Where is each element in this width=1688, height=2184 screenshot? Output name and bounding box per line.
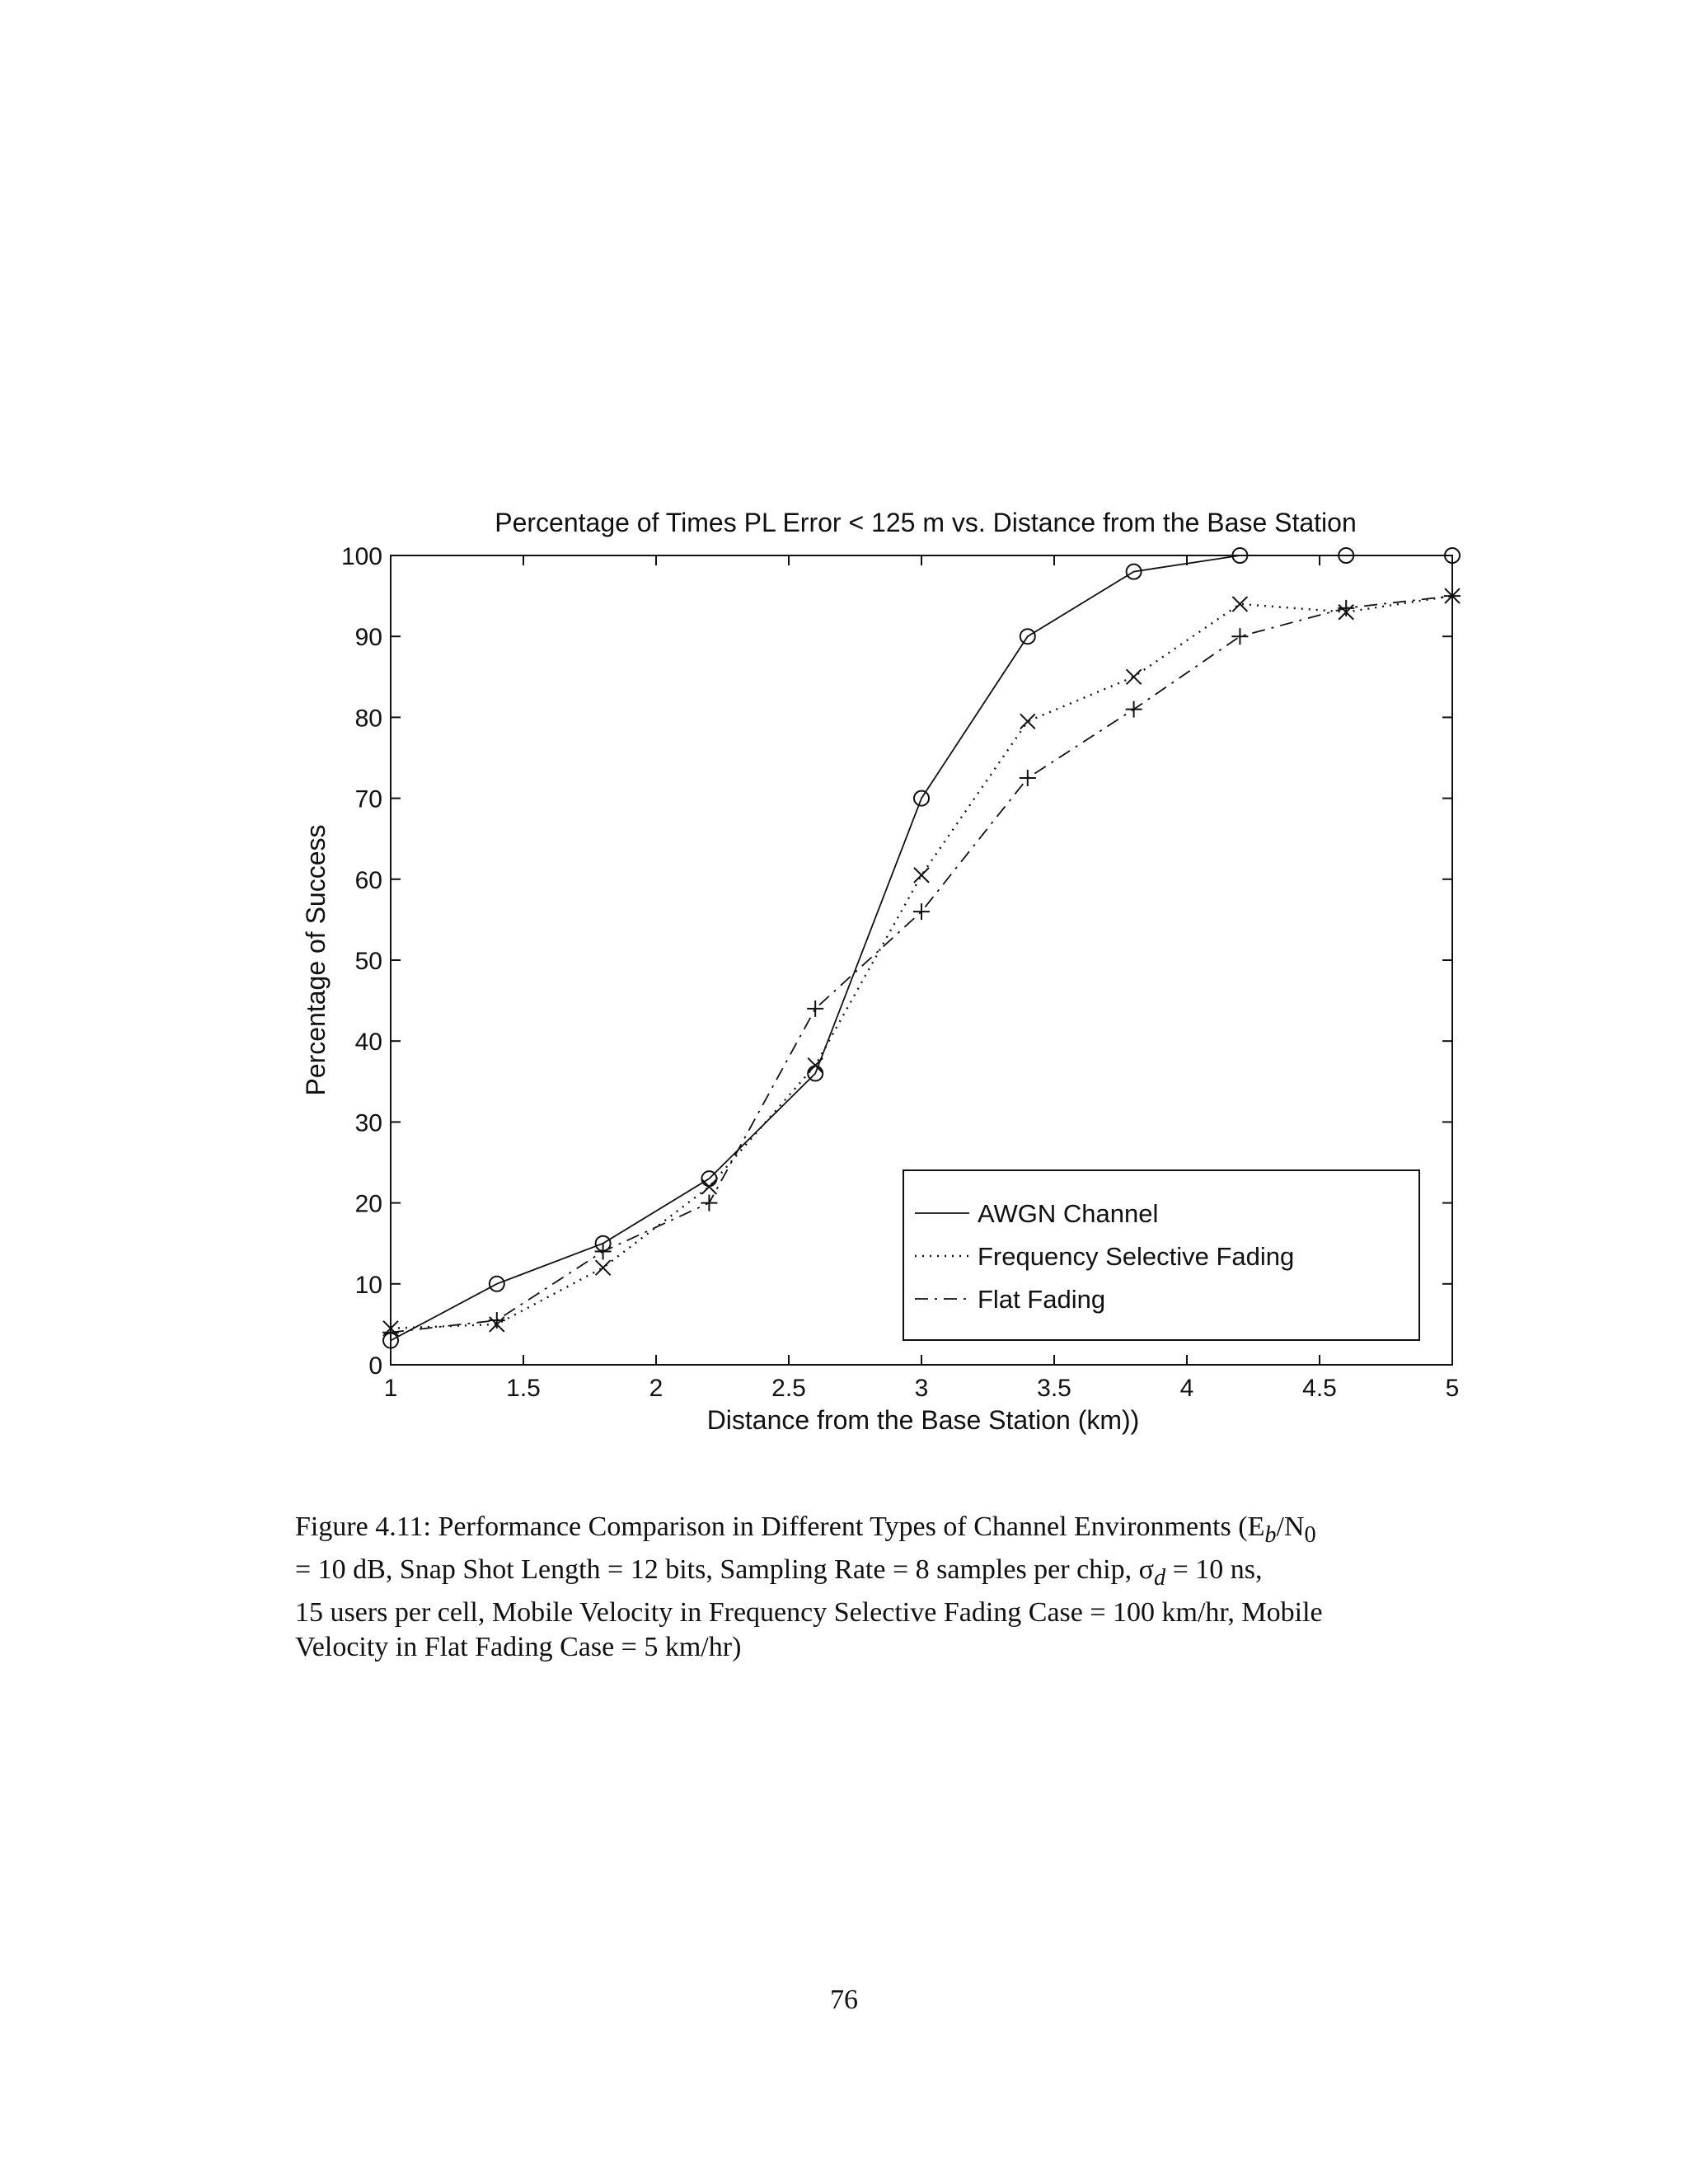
y-tick-label: 0 xyxy=(368,1352,382,1380)
legend-label: Flat Fading xyxy=(978,1285,1106,1314)
x-tick-label: 3.5 xyxy=(1037,1375,1071,1402)
x-tick-label: 1.5 xyxy=(506,1375,541,1402)
x-axis-label: Distance from the Base Station (km)) xyxy=(706,1405,1140,1435)
marker-x xyxy=(596,1260,611,1275)
marker-plus xyxy=(1338,600,1354,616)
x-tick-label: 4.5 xyxy=(1302,1375,1337,1402)
legend-label: AWGN Channel xyxy=(978,1199,1159,1228)
x-tick-label: 2.5 xyxy=(771,1375,806,1402)
marker-plus xyxy=(489,1312,505,1329)
y-tick-label: 20 xyxy=(354,1190,382,1218)
marker-x xyxy=(701,1179,716,1194)
marker-x xyxy=(808,1058,823,1073)
y-tick-label: 70 xyxy=(354,785,382,813)
caption-line-4: Velocity in Flat Fading Case = 5 km/hr) xyxy=(295,1631,742,1662)
y-tick-label: 30 xyxy=(354,1109,382,1137)
x-tick-label: 2 xyxy=(649,1375,663,1402)
marker-plus xyxy=(913,903,930,920)
page-number: 76 xyxy=(830,1985,858,2015)
marker-plus xyxy=(1020,770,1036,786)
marker-x xyxy=(1020,714,1035,729)
caption-line-3: 15 users per cell, Mobile Velocity in Frequency Selective Fading Case = 100 km/hr, Mobile xyxy=(295,1596,1323,1628)
caption-line-2: = 10 dB, Snap Shot Length = 12 bits, Sampling Rate = 8 samples per chip, $\sigma_d = 10$ ns, xyxy=(295,1554,1263,1591)
figure-caption xyxy=(295,1510,1469,1665)
y-tick-label: 80 xyxy=(354,705,382,733)
legend-label: Frequency Selective Fading xyxy=(978,1242,1295,1271)
y-tick-label: 40 xyxy=(354,1029,382,1057)
marker-plus xyxy=(701,1195,717,1212)
marker-plus xyxy=(1231,628,1248,644)
x-tick-label: 5 xyxy=(1445,1375,1460,1402)
marker-x xyxy=(1232,597,1247,612)
marker-plus xyxy=(1126,701,1142,718)
caption-line-1: Figure 4.11: Performance Comparison in Different Types of Channel Environments ($E_b/N_0$ xyxy=(295,1511,1316,1548)
y-tick-label: 60 xyxy=(354,866,382,894)
legend xyxy=(903,1170,1419,1340)
chart-title: Percentage of Times PL Error < 125 m vs. Distance from the Base Station xyxy=(495,508,1357,537)
y-tick-label: 10 xyxy=(354,1271,382,1299)
y-tick-label: 100 xyxy=(340,543,382,570)
y-axis-label: Percentage of Success xyxy=(301,824,331,1096)
x-tick-label: 3 xyxy=(914,1375,929,1402)
x-tick-label: 4 xyxy=(1179,1375,1194,1402)
marker-x xyxy=(1127,669,1142,684)
y-tick-label: 90 xyxy=(354,624,382,652)
marker-x xyxy=(914,868,929,883)
x-tick-label: 1 xyxy=(383,1375,398,1402)
y-tick-label: 50 xyxy=(354,948,382,975)
